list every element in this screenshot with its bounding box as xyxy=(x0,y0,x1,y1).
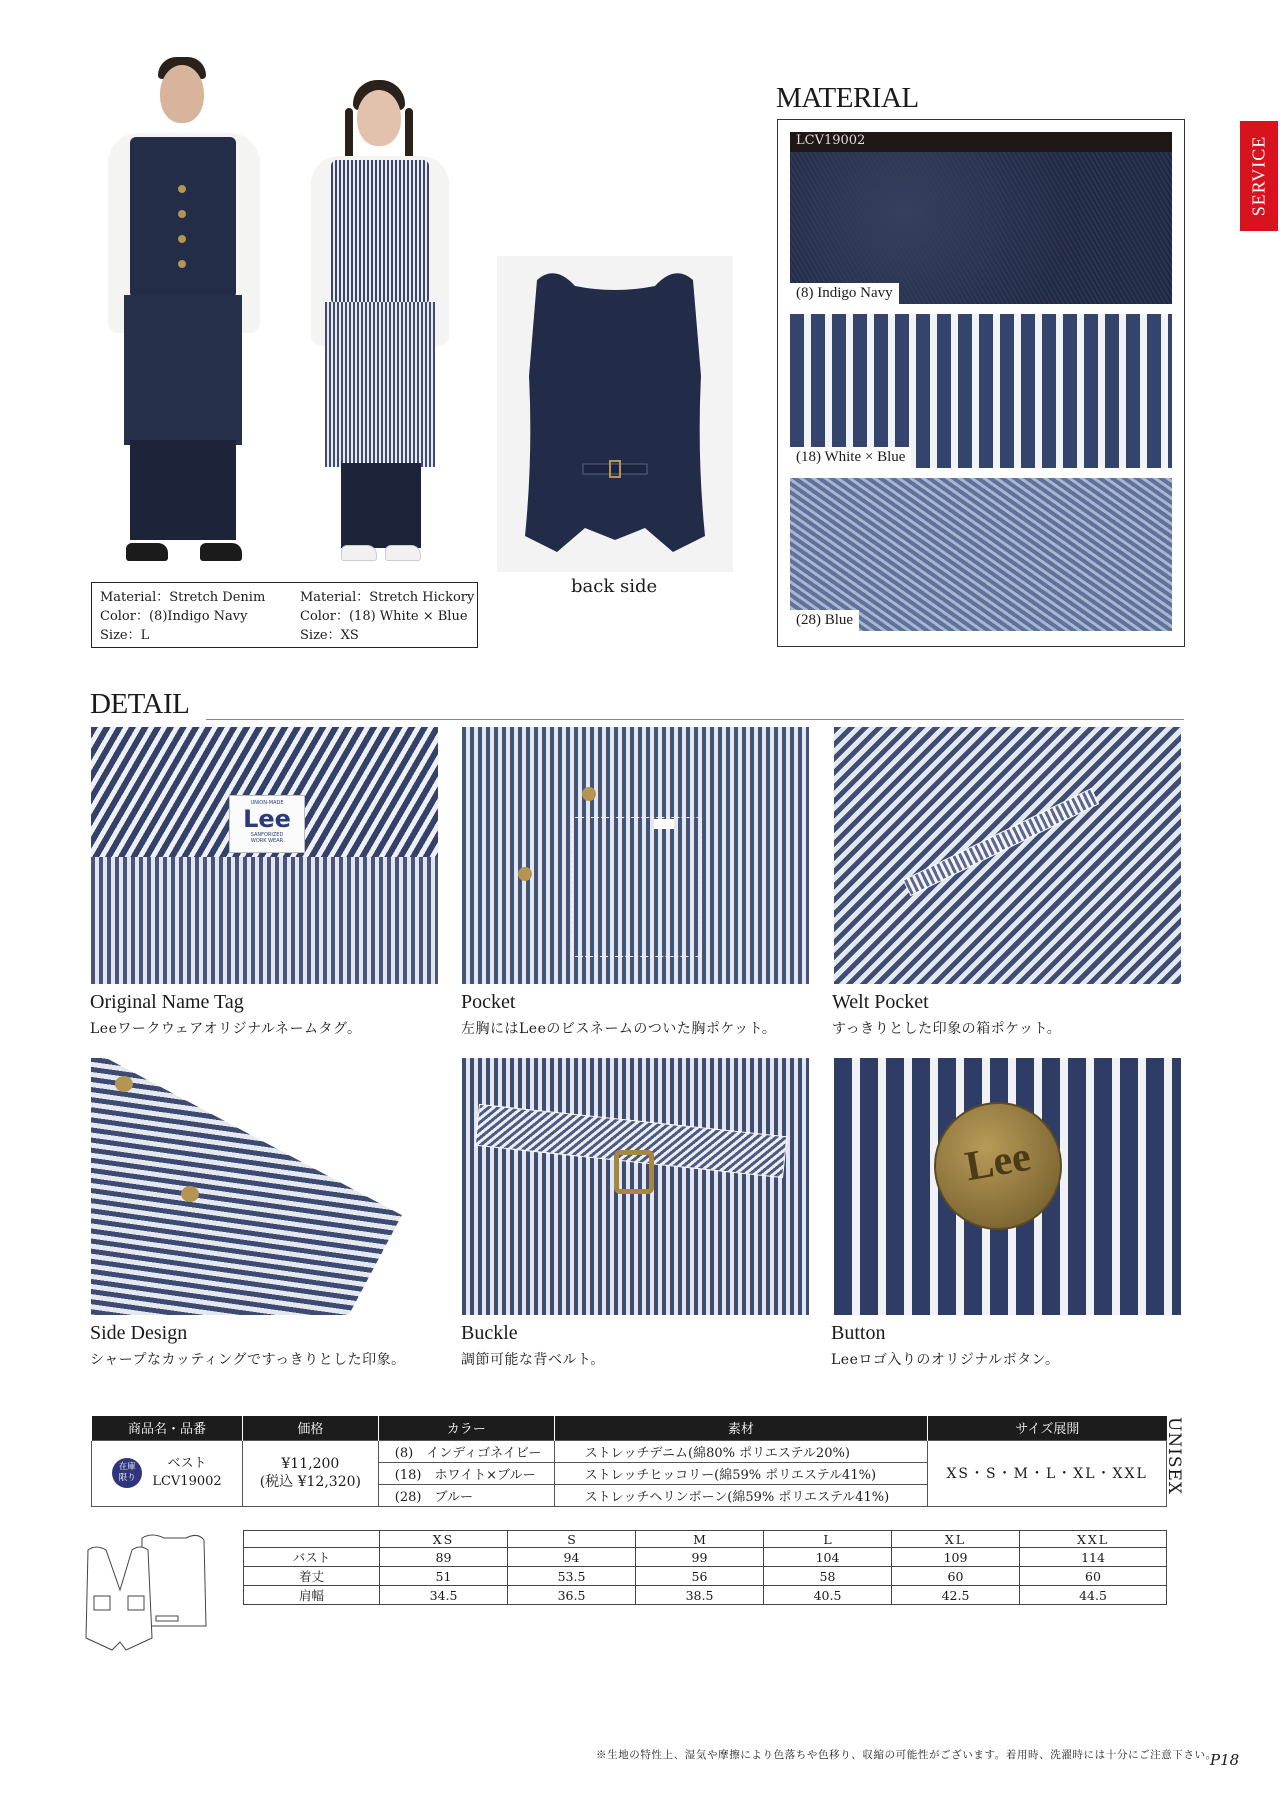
price-cell xyxy=(242,1440,378,1506)
detail-image-side-design xyxy=(91,1058,438,1315)
material-cell: ストレッチデニム(綿80% ポリエステル20%) xyxy=(554,1440,928,1462)
care-footnote: ※生地の特性上、湿気や摩擦により色落ちや色移り、収縮の可能性がございます。着用時、洗濯時には十分にご注意下さい。 xyxy=(596,1749,1217,1761)
size-value: 109 xyxy=(892,1548,1020,1567)
detail-title: DETAIL xyxy=(90,688,190,720)
material-swatch-panel xyxy=(777,119,1185,647)
color-cell: (8) インディゴネイビー xyxy=(378,1440,554,1462)
detail-desc-name-tag: Leeワークウェアオリジナルネームタグ。 xyxy=(90,1021,362,1037)
size-value: 38.5 xyxy=(636,1586,764,1605)
detail-title-name-tag: Original Name Tag xyxy=(90,991,244,1013)
detail-image-buckle xyxy=(462,1058,809,1315)
product-table xyxy=(91,1416,1167,1507)
button-logo: Lee xyxy=(961,1133,1035,1191)
swatch-label-white-blue: (18) White × Blue xyxy=(790,447,911,468)
lee-name-tag xyxy=(229,795,305,853)
sizes-cell: XS・S・M・L・XL・XXL xyxy=(928,1440,1167,1506)
size-table xyxy=(243,1530,1167,1605)
model-caption-box xyxy=(91,582,478,648)
back-side-photo xyxy=(497,256,733,572)
size-value: 99 xyxy=(636,1548,764,1567)
size-value: 56 xyxy=(636,1567,764,1586)
size-value: 53.5 xyxy=(508,1567,636,1586)
caption-right-material: Material：Stretch Hickory xyxy=(300,590,475,605)
size-col-header: S xyxy=(508,1531,636,1548)
limited-stock-badge xyxy=(112,1458,142,1488)
back-side-caption: back side xyxy=(571,576,658,597)
caption-left-color: Color：(8)Indigo Navy xyxy=(100,609,248,624)
model-photo-hickory xyxy=(305,80,455,575)
size-row-length xyxy=(244,1567,1167,1586)
header-material: 素材 xyxy=(554,1416,928,1440)
header-sizes: サイズ展開 xyxy=(928,1416,1167,1440)
product-code: LCV19002 xyxy=(152,1474,222,1489)
size-row-label: バスト xyxy=(244,1548,380,1567)
detail-desc-side-design: シャープなカッティングですっきりとした印象。 xyxy=(90,1352,406,1368)
size-col-header: XL xyxy=(892,1531,1020,1548)
badge-line-1: 在庫 xyxy=(118,1462,136,1472)
size-row-bust xyxy=(244,1548,1167,1567)
size-col-header: L xyxy=(764,1531,892,1548)
size-row-shoulder xyxy=(244,1586,1167,1605)
material-title: MATERIAL xyxy=(776,82,919,114)
material-code: LCV19002 xyxy=(796,133,866,148)
detail-image-pocket xyxy=(462,727,809,984)
size-col-header xyxy=(244,1531,380,1548)
size-value: 34.5 xyxy=(380,1586,508,1605)
size-value: 36.5 xyxy=(508,1586,636,1605)
color-cell: (28) ブルー xyxy=(378,1484,554,1506)
caption-left-material: Material：Stretch Denim xyxy=(100,590,266,605)
product-name-cell xyxy=(92,1440,243,1506)
detail-title-pocket: Pocket xyxy=(461,991,516,1013)
size-value: 58 xyxy=(764,1567,892,1586)
tag-mid-text: SANFORIZED xyxy=(250,832,284,838)
size-value: 60 xyxy=(892,1567,1020,1586)
size-value: 51 xyxy=(380,1567,508,1586)
tag-logo-text: Lee xyxy=(243,805,291,833)
badge-line-2: 限り xyxy=(118,1473,136,1483)
price-tax: (税込 ¥12,320) xyxy=(259,1474,361,1490)
size-value: 89 xyxy=(380,1548,508,1567)
detail-desc-button: Leeロゴ入りのオリジナルボタン。 xyxy=(831,1352,1060,1368)
tag-top-text: UNION-MADE xyxy=(250,800,284,806)
detail-title-button: Button xyxy=(831,1322,886,1344)
detail-image-button xyxy=(834,1058,1181,1315)
size-value: 114 xyxy=(1020,1548,1167,1567)
page-number: P18 xyxy=(1210,1751,1240,1769)
product-table-header xyxy=(92,1416,1167,1440)
size-value: 44.5 xyxy=(1020,1586,1167,1605)
size-row-label: 着丈 xyxy=(244,1567,380,1586)
caption-right-color: Color：(18) White × Blue xyxy=(300,609,468,624)
size-col-header: XXL xyxy=(1020,1531,1167,1548)
product-name: ベスト xyxy=(167,1456,207,1471)
header-product-name: 商品名・品番 xyxy=(92,1416,243,1440)
detail-desc-welt-pocket: すっきりとした印象の箱ポケット。 xyxy=(832,1021,1062,1037)
swatch-blue xyxy=(790,478,1172,631)
tag-bottom-text: WORK WEAR xyxy=(250,838,284,844)
model-photo-denim xyxy=(100,55,270,575)
size-value: 60 xyxy=(1020,1567,1167,1586)
size-value: 94 xyxy=(508,1548,636,1567)
swatch-label-blue: (28) Blue xyxy=(790,610,859,631)
vest-flat-drawing xyxy=(82,1530,212,1655)
detail-title-welt-pocket: Welt Pocket xyxy=(832,991,929,1013)
detail-title-side-design: Side Design xyxy=(90,1322,188,1344)
color-cell: (18) ホワイト×ブルー xyxy=(378,1462,554,1484)
unisex-text: UNISEX xyxy=(1164,1416,1184,1496)
size-value: 40.5 xyxy=(764,1586,892,1605)
vest-flat-illustration xyxy=(82,1530,212,1655)
price: ¥11,200 xyxy=(281,1456,340,1472)
size-col-header: M xyxy=(636,1531,764,1548)
material-code-bar xyxy=(790,132,1172,152)
detail-title-buckle: Buckle xyxy=(461,1322,518,1344)
swatch-indigo-navy xyxy=(790,152,1172,304)
unisex-label xyxy=(1160,1416,1188,1496)
size-value: 42.5 xyxy=(892,1586,1020,1605)
caption-right-size: Size：XS xyxy=(300,628,359,643)
swatch-white-blue xyxy=(790,314,1172,468)
vest-back-illustration xyxy=(497,256,733,572)
size-table-header xyxy=(244,1531,1167,1548)
material-cell: ストレッチヘリンボーン(綿59% ポリエステル41%) xyxy=(554,1484,928,1506)
detail-desc-buckle: 調節可能な背ベルト。 xyxy=(461,1352,605,1368)
swatch-label-indigo-navy: (8) Indigo Navy xyxy=(790,283,899,304)
service-tab-label: SERVICE xyxy=(1248,135,1269,217)
header-price: 価格 xyxy=(242,1416,378,1440)
service-tab xyxy=(1240,121,1278,231)
size-col-header: XS xyxy=(380,1531,508,1548)
detail-rule xyxy=(206,719,1184,720)
detail-image-name-tag xyxy=(91,727,438,984)
size-value: 104 xyxy=(764,1548,892,1567)
material-cell: ストレッチヒッコリー(綿59% ポリエステル41%) xyxy=(554,1462,928,1484)
size-row-label: 肩幅 xyxy=(244,1586,380,1605)
caption-left-size: Size：L xyxy=(100,628,150,643)
product-row xyxy=(92,1440,1167,1462)
detail-image-welt-pocket xyxy=(834,727,1181,984)
detail-desc-pocket: 左胸にはLeeのビスネームのついた胸ポケット。 xyxy=(461,1021,777,1037)
header-color: カラー xyxy=(378,1416,554,1440)
